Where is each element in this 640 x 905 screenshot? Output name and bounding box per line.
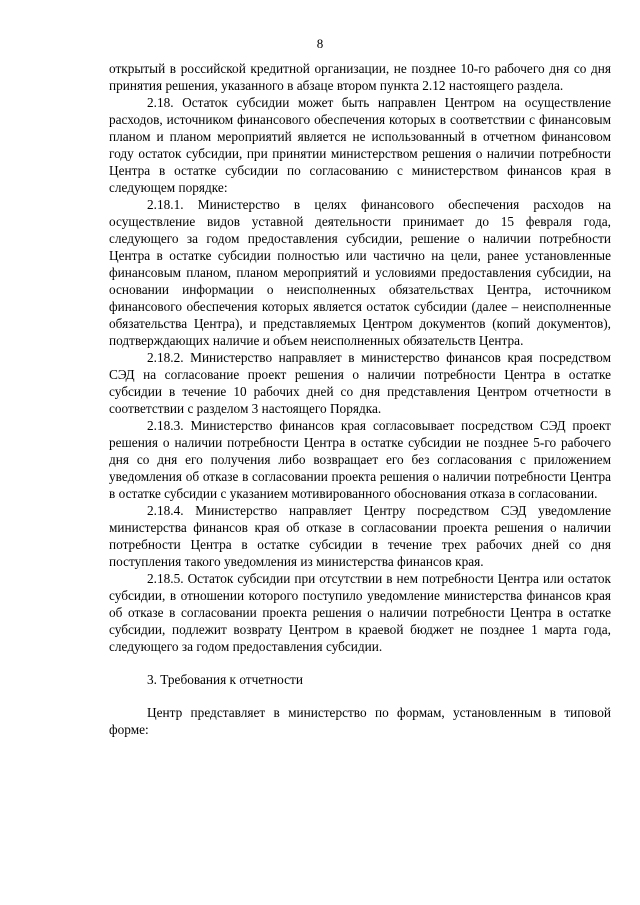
paragraph-reporting: Центр представляет в министерство по формам, установленным в типовой форме: xyxy=(109,705,611,737)
paragraph-2-18-2: 2.18.2. Министерство направляет в министерство финансов края посредством СЭД на согласование проект решения о наличии потребности Центра в остатке субсидии в течение 10 рабочих дней со дня представления Центром отчетности в соответствии с разделом 3 настоящего Порядка. xyxy=(109,350,611,416)
paragraph-continuation: открытый в российской кредитной организации, не позднее 10-го рабочего дня со дня принятия решения, указанного в абзаце втором пункта 2.12 настоящего раздела. xyxy=(109,61,611,93)
paragraph-2-18-4: 2.18.4. Министерство направляет Центру посредством СЭД уведомление министерства финансов края об отказе в согласовании проекта решения о наличии потребности Центра в остатке субсидии в течение трех рабочих дней со дня поступления такого уведомления из министерства финансов края. xyxy=(109,503,611,569)
paragraph-2-18-1: 2.18.1. Министерство в целях финансового обеспечения расходов на осуществление видов уставной деятельности принимает до 15 февраля года, следующего за годом предоставления субсидии, решение о наличии потребности Центра в остатке субсидии полностью или частично на цели, ранее установленные финансовым планом, планом мероприятий и условиями предоставления субсидии, на основании информации о неисполненных обязательствах Центра, источником финансового обеспечения которых является остаток субсидии (далее – неисполненные обязательства Центра), и представляемых Центром документов (копий документов), подтверждающих наличие и объем неисполненных обязательств Центра. xyxy=(109,197,611,348)
paragraph-2-18-3: 2.18.3. Министерство финансов края согласовывает посредством СЭД проект решения о наличии потребности Центра в остатке субсидии не позднее 5-го рабочего дня со дня его получения либо возвращает его без согласования с приложением уведомления об отказе в согласовании проекта решения о наличии потребности Центра в остатке субсидии с указанием мотивированного обоснования отказа в согласовании. xyxy=(109,418,611,501)
page-number: 8 xyxy=(316,36,324,51)
section-heading: 3. Требования к отчетности xyxy=(147,672,303,687)
document-body xyxy=(109,60,611,738)
paragraph-2-18: 2.18. Остаток субсидии может быть направлен Центром на осуществление расходов, источником финансового обеспечения которых в соответствии с финансовым планом и планом мероприятий является не использованный в отчетном финансовом году остаток субсидии, при принятии министерством решения о наличии потребности Центра в остатке субсидии по согласованию с министерством финансов края в следующем порядке: xyxy=(109,95,611,195)
paragraph-2-18-5: 2.18.5. Остаток субсидии при отсутствии в нем потребности Центра или остаток субсидии, в отношении которого поступило уведомление министерства финансов края об отказе в согласовании проекта решения о наличии потребности Центра в остатке субсидии, подлежит возврату Центром в краевой бюджет не позднее 1 марта года, следующего за годом предоставления субсидии. xyxy=(109,571,611,654)
